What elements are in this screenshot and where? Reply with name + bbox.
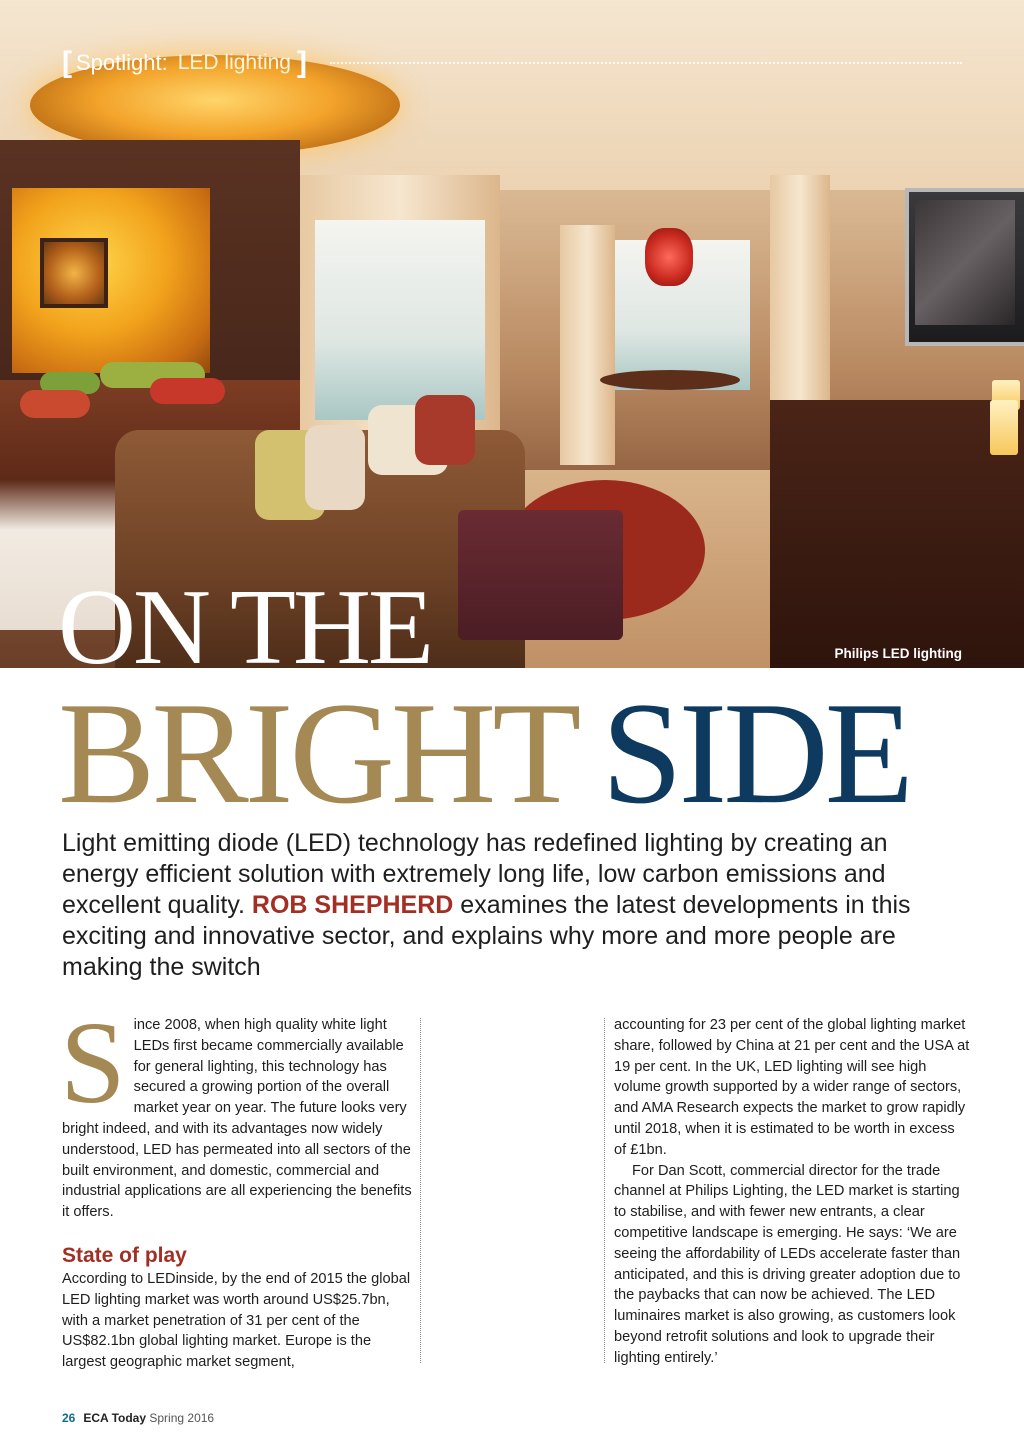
curtain <box>560 225 615 465</box>
pillow <box>20 390 90 418</box>
pillow <box>415 395 475 465</box>
headline-word-side: SIDE <box>601 672 910 834</box>
tv-screen <box>915 200 1015 325</box>
standfirst-text-2: examines the latest developments in this exciting and innovative sector, and explains why more and more people are making the switch <box>62 891 911 981</box>
body-paragraph-2: According to LEDinside, by the end of 2015 the global LED lighting market was worth around US$25.7bn, with a market penetration of 31 per cent of the US$82.1bn global lighting market. Europe is the largest geographic market segment, <box>62 1270 411 1371</box>
column-divider <box>604 1018 605 1363</box>
kicker-dotted-rule <box>330 62 962 64</box>
sideboard <box>770 400 1024 668</box>
headline-line-1: ON THE <box>58 568 431 687</box>
body-paragraph-4: For Dan Scott, commercial director for the trade channel at Philips Lighting, the LED market is starting to stabilise, and with fewer new entrants, a clear competitive landscape is emerging. He says: ‘We are seeing the affordability of LEDs accelerate faster than anticipated, and this is driving greater adoption due to the paybacks that can now be achieved. The LED luminaires market is also growing, as customers look beyond retrofit solutions and look to upgrade their lighting entirely.’ <box>614 1162 961 1366</box>
pillow <box>150 378 225 404</box>
section-topic: LED lighting <box>177 51 291 74</box>
candle <box>990 400 1018 455</box>
subhead-state-of-play: State of play <box>62 1243 187 1267</box>
wall-painting <box>40 238 108 308</box>
dining-table <box>600 370 740 390</box>
magazine-name: ECA Today <box>83 1411 147 1425</box>
photo-credit: Philips LED lighting <box>834 646 962 661</box>
window <box>315 220 485 420</box>
headline-line-2 <box>58 672 910 834</box>
body-column-left <box>60 997 412 1373</box>
page-number: 26 <box>62 1411 76 1425</box>
body-paragraph-1: ince 2008, when high quality white light LEDs first became commercially available for general lighting, this technology has secured a growing portion of the overall market year on year. The future looks very bright indeed, and with its advantages now widely understood, LED has permeated into all sectors of the built environment, and domestic, commercial and industrial applications are all experiencing the benefits it offers. <box>62 1017 412 1221</box>
section-label: Spotlight: <box>76 50 168 75</box>
headline-word-bright: BRIGHT <box>58 672 578 834</box>
body-column-right <box>614 1015 970 1369</box>
pillow <box>305 425 365 510</box>
author-name: ROB SHEPHERD <box>251 891 454 919</box>
drop-cap: S <box>60 997 126 1128</box>
chandelier <box>645 228 693 286</box>
page-footer <box>62 1411 214 1425</box>
column-divider <box>420 1018 421 1363</box>
bracket-open: [ <box>62 46 72 79</box>
body-paragraph-3: accounting for 23 per cent of the global lighting market share, followed by China at 21 per cent and the USA at 19 per cent. In the UK, LED lighting will see high volume growth supported by a wider range of sectors, and AMA Research expects the market to grow rapidly until 2018, when it is estimated to be worth in excess of £1bn. <box>614 1017 970 1158</box>
section-kicker <box>62 46 307 80</box>
standfirst <box>62 828 922 983</box>
bracket-close: ] <box>296 46 307 79</box>
standfirst-text-1: Light emitting diode (LED) technology has redefined lighting by creating an energy efficient solution with extremely long life, low carbon emissions and excellent quality. <box>62 829 888 919</box>
issue-date: Spring 2016 <box>149 1411 215 1425</box>
ottoman <box>458 510 623 640</box>
